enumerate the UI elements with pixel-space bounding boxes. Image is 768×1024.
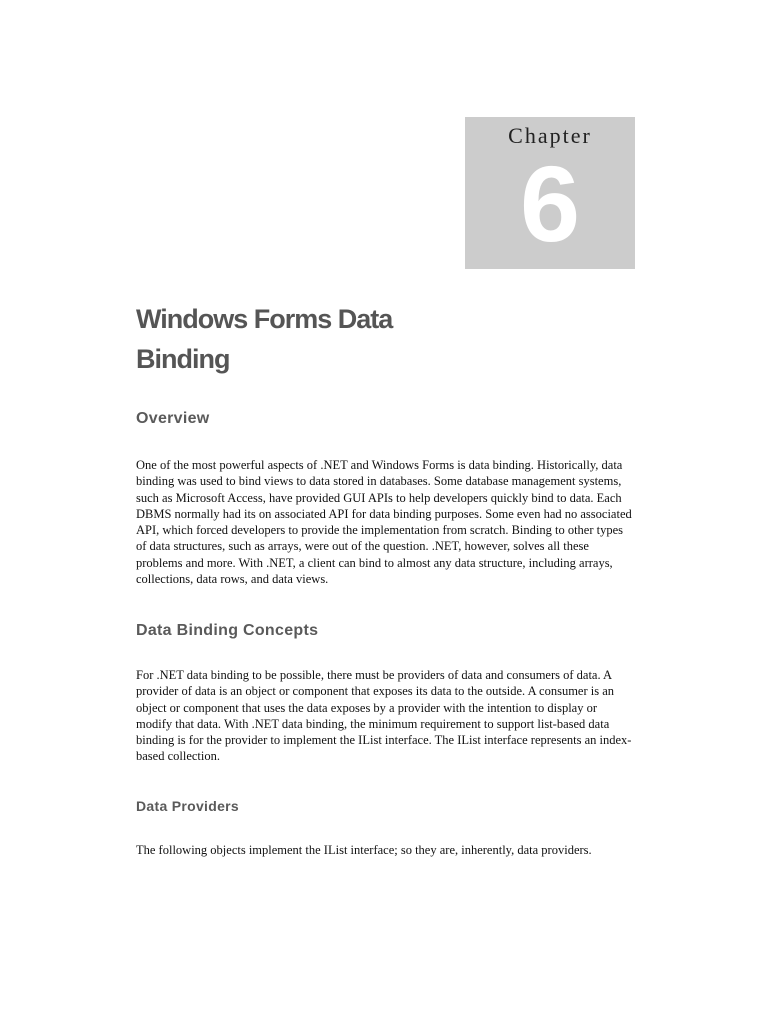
chapter-label: Chapter [508,123,592,148]
chapter-marker [465,117,635,269]
data-binding-concepts-paragraph: For .NET data binding to be possible, there must be providers of data and consumers of data. A provider of data is an object or component that exposes its data to the outside. A consumer is an object or component that uses the data exposes by a provider with the intention to display or modify that data. With .NET data binding, the minimum requirement to support list-based data binding is for the provider to implement the IList interface. The IList interface represents an index-based collection. [136,668,632,764]
data-providers-heading: Data Providers [136,798,240,814]
chapter-title [136,299,556,379]
overview-paragraph: One of the most powerful aspects of .NET and Windows Forms is data binding. Historically, data binding was used to bind views to data stored in databases. Some database management systems, such as Microsoft Access, have provided GUI APIs to help developers quickly bind to data. Each DBMS normally had its on associated API for data binding purposes. Some even had no associated API, which forced developers to provide the implementation from scratch. Binding to other types of data structures, such as arrays, were out of the question. .NET, however, solves all these problems and more. With .NET, a client can bind to almost any data structure, including arrays, collections, data rows, and data views. [136,458,632,587]
data-binding-concepts-heading: Data Binding Concepts [136,622,319,639]
chapter-title-line-2: Binding [136,344,230,374]
chapter-number: 6 [519,143,581,264]
data-providers-paragraph: The following objects implement the IList interface; so they are, inherently, data providers. [136,843,592,857]
chapter-title-line-1: Windows Forms Data [136,304,393,334]
overview-heading: Overview [136,410,210,427]
